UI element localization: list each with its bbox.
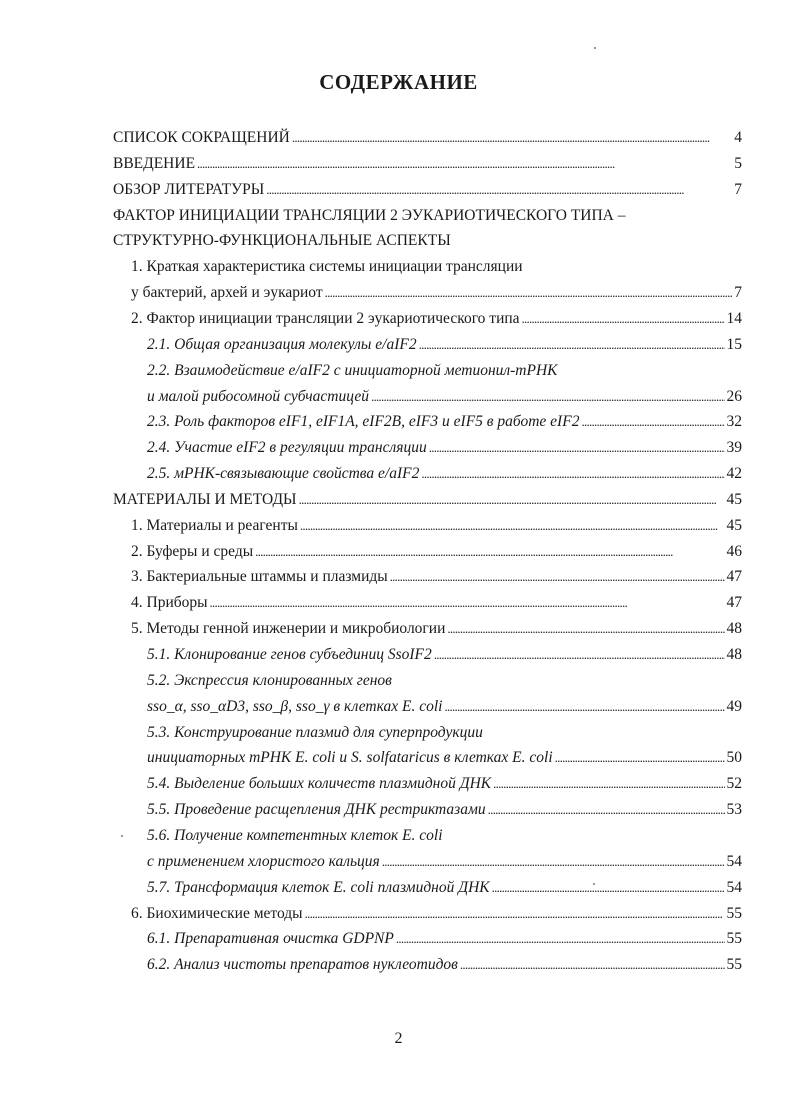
toc-page-number: 53: [726, 801, 742, 819]
toc-entry: [0, 153, 797, 175]
toc-entry: [0, 825, 797, 847]
toc-dot-leader: [447, 618, 724, 640]
toc-entry: [0, 877, 797, 899]
toc-entry-text: 6.2. Анализ чистоты препаратов нуклеотидов: [147, 956, 458, 974]
toc-dot-leader: [434, 644, 725, 666]
page-title: СОДЕРЖАНИЕ: [319, 70, 478, 94]
toc-page-number: 54: [726, 852, 742, 870]
toc-dot-leader: [555, 747, 725, 769]
toc-dot-leader: [382, 851, 725, 873]
toc-dot-leader: [492, 877, 725, 899]
toc-page-number: 5: [734, 154, 742, 172]
toc-entry-text: 5.7. Трансформация клеток E. coli плазмидной ДНК: [147, 878, 490, 896]
toc-dot-leader: [581, 411, 724, 433]
toc-page-number: 32: [726, 413, 742, 431]
toc-entry: [0, 205, 797, 227]
toc-entry: [0, 747, 797, 769]
toc-dot-leader: [300, 515, 725, 537]
toc-dot-leader: [210, 592, 725, 614]
toc-entry: [0, 411, 797, 433]
toc-page-number: 7: [734, 284, 742, 302]
toc-entry: [0, 282, 797, 304]
toc-entry-text: ОБЗОР ЛИТЕРАТУРЫ: [113, 180, 265, 198]
toc-entry: [0, 308, 797, 330]
toc-entry-text: 2.2. Взаимодействие e/aIF2 с инициаторной метионил-тРНК: [147, 361, 558, 379]
toc-entry-text: СПИСОК СОКРАЩЕНИЙ: [113, 129, 290, 146]
toc-page-number: 48: [726, 646, 742, 663]
toc-entry-text: 6.1. Препаративная очистка GDPNP: [147, 930, 394, 948]
toc-entry-text: ВВЕДЕНИЕ: [113, 154, 196, 172]
scan-speck: [121, 835, 123, 837]
toc-page-number: 47: [726, 568, 742, 586]
toc-entry-text: инициаторных тРНК E. coli и S. solfataricus в клетках E. coli: [147, 749, 553, 767]
toc-dot-leader: [460, 954, 725, 976]
toc-entry: [0, 127, 797, 149]
toc-dot-leader: [325, 282, 733, 304]
toc-entry-text: и малой рибосомной субчастицей: [147, 387, 370, 405]
toc-entry: [0, 256, 797, 278]
toc-entry-text: 1. Материалы и реагенты: [131, 516, 298, 534]
toc-page-number: 55: [726, 930, 742, 948]
toc-dot-leader: [292, 127, 732, 149]
toc-entry: [0, 903, 797, 925]
toc-page-number: 46: [726, 542, 742, 560]
toc-entry: [0, 670, 797, 692]
toc-entry-text: 2.4. Участие eIF2 в регуляции трансляции: [147, 439, 427, 457]
toc-dot-leader: [444, 696, 724, 718]
toc-entry: [0, 799, 797, 821]
toc-entry: [0, 722, 797, 744]
toc-entry-text: 2. Буферы и среды: [131, 542, 254, 560]
toc-entry-text: 5.6. Получение компетентных клеток E. coli: [147, 826, 443, 844]
scan-speck: [594, 47, 596, 49]
toc-dot-leader: [396, 928, 725, 950]
toc-entry: [0, 851, 797, 873]
toc-entry-text: 5.5. Проведение расщепления ДНК рестриктазами: [147, 801, 486, 819]
toc-entry-text: 1. Краткая характеристика системы инициации трансляции: [131, 258, 523, 276]
toc-dot-leader: [371, 386, 724, 408]
toc-entry-text: 3. Бактериальные штаммы и плазмиды: [131, 568, 388, 586]
toc-dot-leader: [197, 153, 732, 175]
toc-entry-text: 2.1. Общая организация молекулы e/aIF2: [147, 335, 417, 353]
toc-entry: [0, 179, 797, 201]
toc-page-number: 55: [726, 956, 742, 974]
toc-dot-leader: [522, 308, 725, 330]
toc-dot-leader: [390, 566, 725, 588]
toc-entry: [0, 644, 797, 666]
toc-entry: [0, 230, 797, 252]
toc-dot-leader: [493, 773, 724, 795]
toc-entry-text: с применением хлористого кальция: [147, 852, 380, 870]
toc-entry-text: 5.1. Клонирование генов субъединиц SsoIF2: [147, 646, 432, 663]
toc-entry: [0, 566, 797, 588]
toc-entry: [0, 437, 797, 459]
toc-dot-leader: [305, 903, 725, 925]
toc-entry-text: ФАКТОР ИНИЦИАЦИИ ТРАНСЛЯЦИИ 2 ЭУКАРИОТИЧЕСКОГО ТИПА –: [113, 206, 626, 224]
toc-entry: [0, 360, 797, 382]
scan-speck: [593, 883, 595, 885]
toc-entry: [0, 489, 797, 511]
toc-entry: [0, 928, 797, 950]
toc-entry: [0, 592, 797, 614]
toc-entry: [0, 618, 797, 640]
toc-page-number: 4: [734, 129, 742, 146]
toc-entry: [0, 773, 797, 795]
toc-entry-text: 2. Фактор инициации трансляции 2 эукариотического типа: [131, 309, 520, 327]
toc-page-number: 39: [726, 439, 742, 457]
toc-entry-text: МАТЕРИАЛЫ И МЕТОДЫ: [113, 490, 297, 508]
toc-dot-leader: [299, 489, 725, 511]
toc-dot-leader: [266, 179, 732, 201]
toc-page-number: 7: [734, 180, 742, 198]
toc-dot-leader: [488, 799, 725, 821]
toc-page-number: 52: [726, 775, 742, 793]
toc-dot-leader: [255, 541, 724, 563]
toc-entry-text: 5.4. Выделение больших количеств плазмидной ДНК: [147, 775, 492, 793]
page-number: 2: [394, 1030, 403, 1047]
toc-entry-text: 5.3. Конструирование плазмид для суперпродукции: [147, 723, 483, 741]
toc-entry: [0, 515, 797, 537]
toc-entry-text: sso_α, sso_αD3, sso_β, sso_γ в клетках E. coli: [147, 697, 443, 715]
toc-entry-text: 6. Биохимические методы: [131, 904, 303, 922]
toc-page-number: 14: [726, 309, 742, 327]
toc-entry-text: 2.3. Роль факторов eIF1, eIF1A, eIF2B, eIF3 и eIF5 в работе eIF2: [147, 413, 580, 431]
toc-entry: [0, 386, 797, 408]
toc-entry-text: 2.5. мРНК-связывающие свойства e/aIF2: [147, 465, 420, 483]
toc-page-number: 45: [726, 516, 742, 534]
toc-entry: [0, 696, 797, 718]
toc-page-number: 42: [726, 465, 742, 483]
toc-entry-text: 4. Приборы: [131, 594, 208, 612]
toc-page-number: 55: [726, 904, 742, 922]
toc-dot-leader: [429, 437, 725, 459]
toc-page-number: 48: [726, 620, 742, 638]
toc-entry: [0, 954, 797, 976]
toc-page-number: 49: [726, 697, 742, 715]
toc-page-number: 47: [726, 594, 742, 612]
toc-entry: [0, 463, 797, 485]
toc-dot-leader: [419, 334, 725, 356]
toc-entry: [0, 334, 797, 356]
toc-page-number: 50: [726, 749, 742, 767]
toc-page-number: 45: [726, 490, 742, 508]
toc-page-number: 15: [726, 335, 742, 353]
toc-entry: [0, 541, 797, 563]
toc-dot-leader: [421, 463, 724, 485]
toc-entry-text: 5.2. Экспрессия клонированных генов: [147, 671, 392, 689]
toc-page-number: 26: [726, 387, 742, 405]
toc-page-number: 54: [726, 878, 742, 896]
toc-entry-text: у бактерий, архей и эукариот: [131, 284, 323, 302]
toc-entry-text: 5. Методы генной инженерии и микробиологии: [131, 620, 446, 638]
toc-entry-text: СТРУКТУРНО-ФУНКЦИОНАЛЬНЫЕ АСПЕКТЫ: [113, 232, 451, 250]
